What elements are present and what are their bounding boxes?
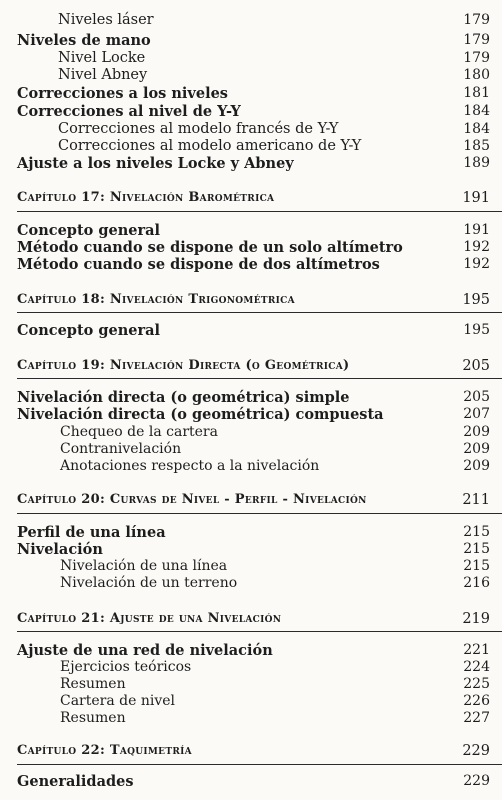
entry-page: 185 (463, 138, 490, 154)
entry-page: 181 (463, 85, 490, 101)
chapter-title: Capítulo 19: Nivelación Directa (o Geométrica) (17, 358, 350, 373)
entry-title: Nivelación directa (o geométrica) simple (17, 389, 350, 406)
entry-page: 209 (463, 424, 490, 440)
entry-page: 209 (463, 458, 490, 474)
entry-title: Correcciones al modelo francés de Y-Y (58, 121, 339, 137)
toc-entry[interactable] (0, 773, 502, 791)
entry-page: 215 (463, 524, 490, 540)
entry-page: 189 (463, 155, 490, 171)
toc-entry[interactable] (0, 67, 502, 85)
entry-title: Ajuste a los niveles Locke y Abney (17, 155, 294, 172)
entry-title: Nivelación de un terreno (60, 575, 238, 591)
entry-page: 180 (463, 67, 490, 83)
chapter-title: Capítulo 22: Taquimetría (17, 743, 192, 758)
toc-entry[interactable] (0, 676, 502, 694)
entry-title: Concepto general (17, 222, 161, 239)
entry-page: 225 (463, 676, 490, 692)
entry-page: 205 (463, 389, 490, 405)
toc-entry[interactable] (0, 441, 502, 459)
entry-title: Nivel Locke (58, 50, 146, 66)
chapter-title: Capítulo 17: Nivelación Barométrica (17, 190, 275, 205)
toc-entry[interactable] (0, 121, 502, 139)
toc-entry[interactable] (0, 524, 502, 542)
entry-page: 184 (463, 121, 490, 137)
chapter-page: 205 (462, 358, 490, 374)
entry-title: Método cuando se dispone de un solo altímetro (17, 239, 403, 256)
entry-title: Generalidades (17, 773, 134, 790)
chapter-rule (17, 513, 502, 514)
toc-entry[interactable] (0, 710, 502, 728)
entry-page: 192 (463, 256, 490, 272)
entry-title: Correcciones al modelo americano de Y-Y (58, 138, 362, 154)
toc-entry[interactable] (0, 406, 502, 424)
entry-title: Niveles láser (58, 12, 154, 28)
toc-entry[interactable] (0, 222, 502, 240)
entry-page: 215 (463, 558, 490, 574)
entry-page: 207 (463, 406, 490, 422)
chapter-rule (17, 211, 502, 212)
toc-entry[interactable] (0, 541, 502, 559)
entry-title: Anotaciones respecto a la nivelación (60, 458, 320, 474)
entry-title: Cartera de nivel (60, 693, 176, 709)
entry-page: 179 (463, 50, 490, 66)
toc-entry[interactable] (0, 155, 502, 173)
chapter-page: 219 (462, 611, 490, 627)
entry-page: 221 (463, 642, 490, 658)
toc-entry[interactable] (0, 85, 502, 103)
toc-entry[interactable] (0, 239, 502, 257)
entry-page: 179 (463, 32, 490, 48)
toc-entry[interactable] (0, 424, 502, 442)
toc-entry[interactable] (0, 575, 502, 593)
toc-entry[interactable] (0, 50, 502, 68)
chapter-page: 211 (462, 492, 490, 508)
entry-title: Correcciones al nivel de Y-Y (17, 103, 241, 120)
toc-entry[interactable] (0, 458, 502, 476)
toc-entry[interactable] (0, 659, 502, 677)
chapter-title: Capítulo 21: Ajuste de una Nivelación (17, 611, 282, 626)
entry-page: 184 (463, 103, 490, 119)
chapter-title: Capítulo 18: Nivelación Trigonométrica (17, 292, 295, 307)
entry-title: Perfil de una línea (17, 524, 166, 541)
chapter-page: 229 (462, 743, 490, 759)
entry-title: Nivelación (17, 541, 103, 558)
toc-entry[interactable] (0, 32, 502, 50)
entry-title: Nivelación de una línea (60, 558, 228, 574)
entry-title: Concepto general (17, 322, 161, 339)
entry-page: 229 (463, 773, 490, 789)
toc-entry[interactable] (0, 103, 502, 121)
entry-page: 191 (463, 222, 490, 238)
entry-title: Contranivelación (60, 441, 182, 457)
toc-entry[interactable] (0, 12, 502, 30)
toc-entry[interactable] (0, 256, 502, 274)
chapter-title: Capítulo 20: Curvas de Nivel - Perfil - Nivelación (17, 492, 367, 507)
chapter-heading[interactable] (0, 611, 502, 629)
entry-page: 224 (463, 659, 490, 675)
entry-title: Nivelación directa (o geométrica) compuesta (17, 406, 384, 423)
entry-title: Nivel Abney (58, 67, 148, 83)
chapter-rule (17, 312, 502, 313)
entry-title: Resumen (60, 676, 126, 692)
chapter-rule (17, 764, 502, 765)
toc-entry[interactable] (0, 693, 502, 711)
toc-entry[interactable] (0, 558, 502, 576)
entry-page: 226 (463, 693, 490, 709)
chapter-heading[interactable] (0, 292, 502, 310)
entry-title: Chequeo de la cartera (60, 424, 218, 440)
entry-title: Resumen (60, 710, 126, 726)
chapter-heading[interactable] (0, 358, 502, 376)
chapter-heading[interactable] (0, 743, 502, 761)
entry-page: 227 (463, 710, 490, 726)
chapter-heading[interactable] (0, 190, 502, 208)
entry-title: Correcciones a los niveles (17, 85, 228, 102)
entry-page: 215 (463, 541, 490, 557)
entry-title: Ejercicios teóricos (60, 659, 192, 675)
toc-entry[interactable] (0, 389, 502, 407)
toc-entry[interactable] (0, 322, 502, 340)
entry-page: 216 (463, 575, 490, 591)
entry-page: 179 (463, 12, 490, 28)
entry-title: Método cuando se dispone de dos altímetros (17, 256, 380, 273)
toc-entry[interactable] (0, 642, 502, 660)
chapter-page: 191 (462, 190, 490, 206)
entry-page: 192 (463, 239, 490, 255)
entry-page: 195 (463, 322, 490, 338)
entry-title: Ajuste de una red de nivelación (17, 642, 273, 659)
chapter-rule (17, 378, 502, 379)
entry-page: 209 (463, 441, 490, 457)
chapter-heading[interactable] (0, 492, 502, 510)
entry-title: Niveles de mano (17, 32, 151, 49)
toc-entry[interactable] (0, 138, 502, 156)
chapter-page: 195 (462, 292, 490, 308)
chapter-rule (17, 631, 502, 632)
